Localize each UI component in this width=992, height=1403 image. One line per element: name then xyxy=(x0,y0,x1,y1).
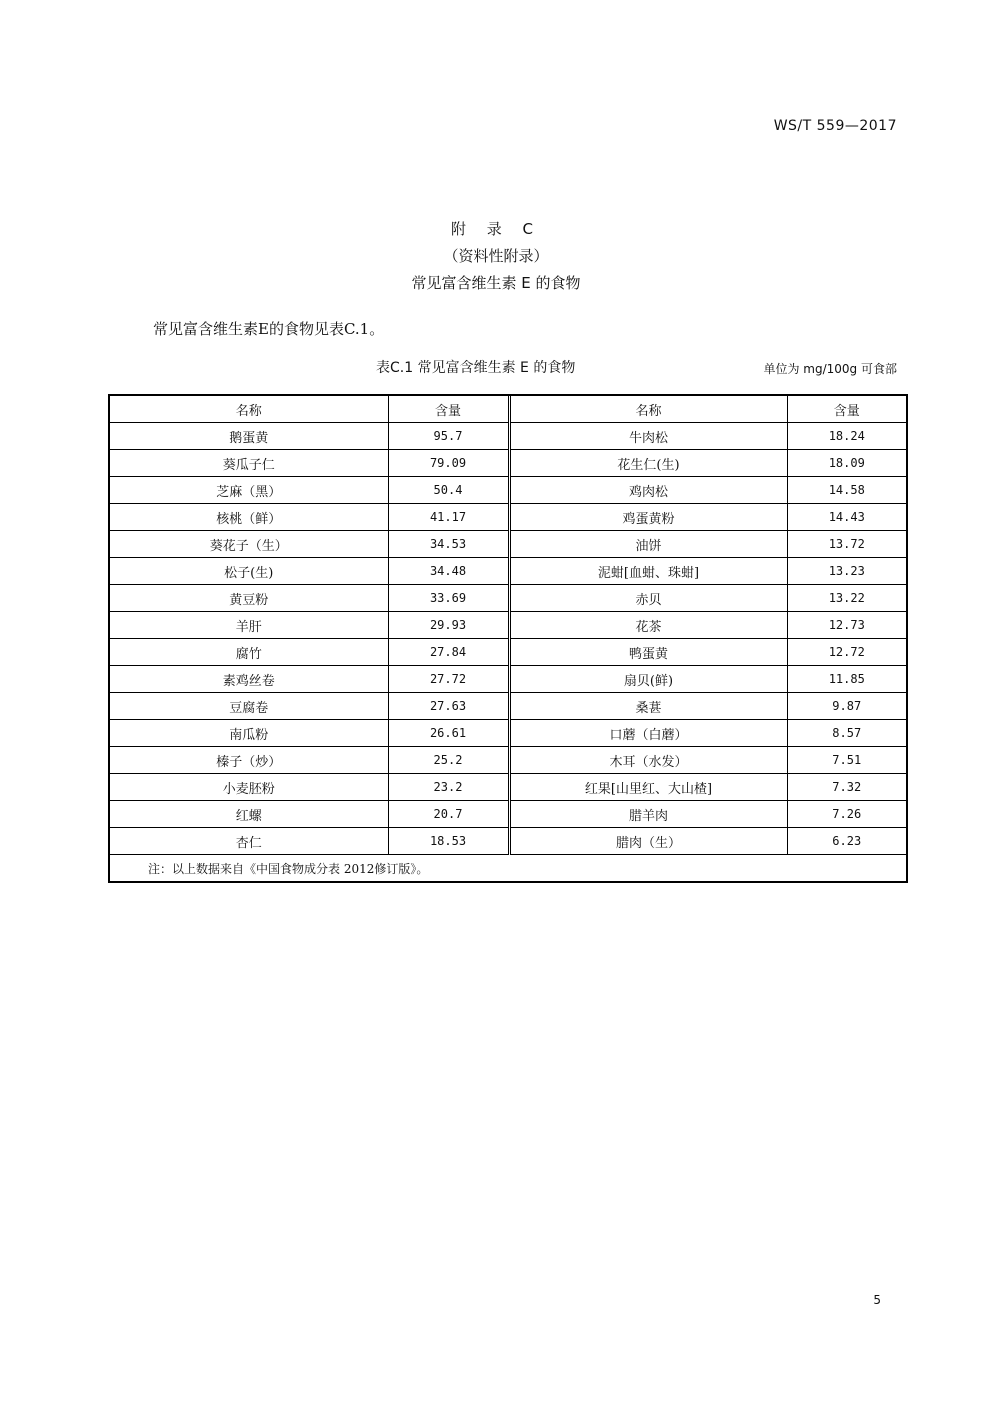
food-content: 50.4 xyxy=(388,477,509,504)
food-name: 葵花子（生） xyxy=(110,531,388,558)
food-name: 木耳（水发） xyxy=(509,747,787,774)
food-name: 黄豆粉 xyxy=(110,585,388,612)
food-name: 南瓜粉 xyxy=(110,720,388,747)
food-name: 腐竹 xyxy=(110,639,388,666)
food-content: 79.09 xyxy=(388,450,509,477)
food-name: 芝麻（黑） xyxy=(110,477,388,504)
food-name: 鹅蛋黄 xyxy=(110,423,388,450)
food-content: 18.24 xyxy=(787,423,906,450)
table-row xyxy=(110,720,906,747)
food-name: 葵瓜子仁 xyxy=(110,450,388,477)
food-name: 腊肉（生） xyxy=(509,828,787,855)
food-name: 泥蚶[血蚶、珠蚶] xyxy=(509,558,787,585)
food-name: 红果[山里红、大山楂] xyxy=(509,774,787,801)
food-name: 鸭蛋黄 xyxy=(509,639,787,666)
table-row xyxy=(110,801,906,828)
food-content: 20.7 xyxy=(388,801,509,828)
appendix-title: 附 录 C xyxy=(450,220,541,238)
food-content: 6.23 xyxy=(787,828,906,855)
food-name: 赤贝 xyxy=(509,585,787,612)
table-row xyxy=(110,828,906,855)
food-name: 小麦胚粉 xyxy=(110,774,388,801)
food-name: 素鸡丝卷 xyxy=(110,666,388,693)
food-content: 9.87 xyxy=(787,693,906,720)
table-note: 注：以上数据来自《中国食物成分表 2012修订版》。 xyxy=(110,855,906,882)
food-content: 27.72 xyxy=(388,666,509,693)
table-row xyxy=(110,477,906,504)
food-content: 7.51 xyxy=(787,747,906,774)
food-content: 27.84 xyxy=(388,639,509,666)
food-content: 18.53 xyxy=(388,828,509,855)
food-name: 红螺 xyxy=(110,801,388,828)
intro-paragraph: 常见富含维生素E的食物见表C.1。 xyxy=(153,320,385,338)
food-content: 25.2 xyxy=(388,747,509,774)
table-row xyxy=(110,585,906,612)
food-content: 23.2 xyxy=(388,774,509,801)
food-name: 鸡肉松 xyxy=(509,477,787,504)
vitamin-e-table xyxy=(108,394,908,883)
table-note-row xyxy=(110,855,906,882)
food-content: 11.85 xyxy=(787,666,906,693)
table-row xyxy=(110,423,906,450)
food-name: 花生仁(生) xyxy=(509,450,787,477)
table-row xyxy=(110,450,906,477)
food-name: 扇贝(鲜) xyxy=(509,666,787,693)
food-name: 口蘑（白蘑） xyxy=(509,720,787,747)
food-name: 油饼 xyxy=(509,531,787,558)
table-row xyxy=(110,639,906,666)
table-row xyxy=(110,612,906,639)
table-row xyxy=(110,558,906,585)
food-name: 鸡蛋黄粉 xyxy=(509,504,787,531)
food-name: 榛子（炒） xyxy=(110,747,388,774)
food-content: 18.09 xyxy=(787,450,906,477)
food-content: 34.48 xyxy=(388,558,509,585)
food-content: 34.53 xyxy=(388,531,509,558)
document-code: WS/T 559—2017 xyxy=(773,118,897,134)
food-content: 13.72 xyxy=(787,531,906,558)
table-row xyxy=(110,504,906,531)
header-content-right: 含量 xyxy=(787,396,906,423)
food-content: 13.22 xyxy=(787,585,906,612)
table-unit: 单位为 mg/100g 可食部 xyxy=(763,362,897,376)
appendix-type: （资料性附录） xyxy=(443,247,549,265)
food-name: 花茶 xyxy=(509,612,787,639)
header-name-right: 名称 xyxy=(509,396,787,423)
food-content: 14.58 xyxy=(787,477,906,504)
food-content: 13.23 xyxy=(787,558,906,585)
table-row xyxy=(110,747,906,774)
food-name: 杏仁 xyxy=(110,828,388,855)
table-row xyxy=(110,666,906,693)
header-content-left: 含量 xyxy=(388,396,509,423)
food-content: 29.93 xyxy=(388,612,509,639)
food-content: 41.17 xyxy=(388,504,509,531)
food-name: 牛肉松 xyxy=(509,423,787,450)
table-row xyxy=(110,774,906,801)
table-header-row xyxy=(110,396,906,423)
food-content: 12.72 xyxy=(787,639,906,666)
food-content: 8.57 xyxy=(787,720,906,747)
food-name: 豆腐卷 xyxy=(110,693,388,720)
table-row xyxy=(110,531,906,558)
food-content: 14.43 xyxy=(787,504,906,531)
food-content: 12.73 xyxy=(787,612,906,639)
food-content: 7.26 xyxy=(787,801,906,828)
appendix-heading xyxy=(0,218,992,294)
table-caption: 表C.1 常见富含维生素 E 的食物 xyxy=(376,360,576,376)
food-content: 7.32 xyxy=(787,774,906,801)
page-number: 5 xyxy=(873,1293,881,1307)
header-name-left: 名称 xyxy=(110,396,388,423)
food-content: 33.69 xyxy=(388,585,509,612)
food-name: 腊羊肉 xyxy=(509,801,787,828)
table-row xyxy=(110,693,906,720)
food-content: 27.63 xyxy=(388,693,509,720)
food-content: 26.61 xyxy=(388,720,509,747)
food-name: 羊肝 xyxy=(110,612,388,639)
food-name: 桑葚 xyxy=(509,693,787,720)
food-name: 核桃（鲜） xyxy=(110,504,388,531)
food-name: 松子(生) xyxy=(110,558,388,585)
food-content: 95.7 xyxy=(388,423,509,450)
appendix-name: 常见富含维生素 E 的食物 xyxy=(411,274,581,292)
